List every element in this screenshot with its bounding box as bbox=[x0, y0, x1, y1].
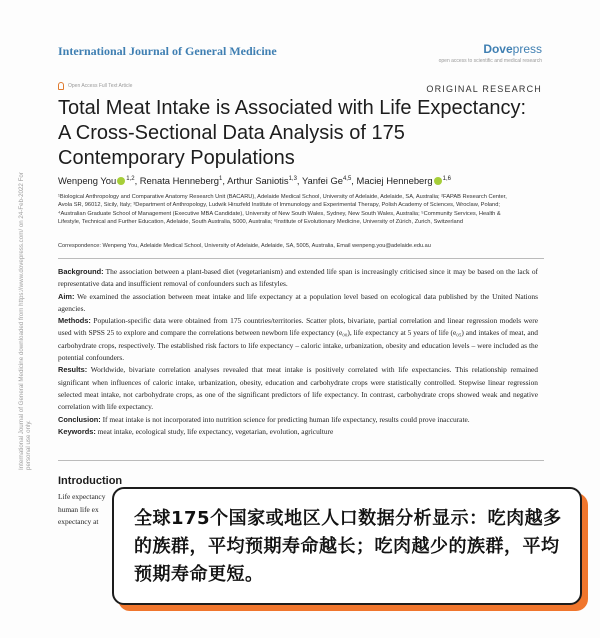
author-name: Wenpeng You bbox=[58, 175, 117, 186]
author-list: Wenpeng You $^{1,2}$, Renata Henneberg$^1$, Arthur Saniotis$^{1,3}$, Yanfei Ge$^{4,5}$, Maciej Henneberg $^{1,6}$ bbox=[58, 175, 451, 186]
author-name: Arthur Saniotis bbox=[227, 175, 289, 186]
abstract-text: Population-specific data were obtained from 175 countries/territories. Scatter plots, bivariate, partial correlation and linear regression models were used with SPSS 25 to explore and compare the correlations between newborn life expectancy (e₀₀), life expectancy at 5 years of life (e₀₅) and intakes of meat, and carbohydrate crops, respectively. The established risk factors to life expectancy – caloric intake, urbanization, obesity and education levels – were included as the potential confounders. bbox=[58, 316, 538, 363]
author-name: Renata Henneberg bbox=[139, 175, 220, 186]
abstract-label: Methods: bbox=[58, 316, 91, 326]
abstract-text: We examined the association between meat intake and life expectancy at a population level based on ecological data published by the United Nations agencies. bbox=[58, 291, 538, 313]
introduction-line: human life ex bbox=[58, 504, 99, 514]
open-access-lock-icon bbox=[58, 82, 64, 90]
download-side-note: International Journal of General Medicine downloaded from https://www.dovepress.com/ on 24-Feb-2022 For personal use only. bbox=[18, 172, 32, 470]
abstract-methods bbox=[58, 315, 538, 364]
abstract bbox=[58, 266, 538, 438]
journal-title: International Journal of General Medicine bbox=[58, 44, 277, 58]
author-affiliation-ref: 1,6 bbox=[442, 175, 451, 182]
introduction-line: Life expectancy bbox=[58, 492, 106, 501]
publisher-tagline: open access to scientific and medical research bbox=[438, 58, 542, 64]
abstract-label: Keywords: bbox=[58, 426, 96, 436]
author-affiliation-ref: 1 bbox=[219, 175, 223, 182]
author-affiliation-ref: 1,2 bbox=[126, 175, 135, 182]
orcid-icon[interactable] bbox=[117, 177, 125, 185]
abstract-text: The association between a plant-based diet (vegetarianism) and extended life span is increasingly criticised since it may be based on the lack of representative data and insufficient removal of confounders such as lifestyles. bbox=[58, 267, 538, 289]
article-type: ORIGINAL RESEARCH bbox=[426, 84, 542, 94]
abstract-background bbox=[58, 266, 538, 291]
publisher-logo bbox=[439, 42, 542, 64]
publisher-brand bbox=[439, 42, 542, 56]
abstract-text: Worldwide, bivariate correlation analyses revealed that meat intake is positively correlated with life expectancies. This relationship remained significant when influences of caloric intake, urbanization, obesity, education and carbohydrate crops were statistically controlled. Stepwise linear regression selected meat intake, not carbohydrate crops, as one of the significant predictors of life expectancy. In contrast, carbohydrate crops showed weak and negative correlation with life expectancy. bbox=[58, 365, 539, 412]
abstract-label: Aim: bbox=[58, 291, 75, 301]
abstract-aim bbox=[58, 291, 538, 316]
author-name: Maciej Henneberg bbox=[356, 175, 433, 186]
caption-text: 全球175个国家或地区人口数据分析显示：吃肉越多的族群，平均预期寿命越长；吃肉越少的族群，平均预期寿命更短。 bbox=[134, 508, 562, 585]
divider bbox=[58, 460, 544, 461]
article-title: Total Meat Intake is Associated with Life Expectancy: A Cross-Sectional Data Analysis of 175 Contemporary Populations bbox=[58, 97, 527, 169]
abstract-keywords bbox=[58, 426, 538, 438]
author-name: Yanfei Ge bbox=[301, 175, 343, 186]
divider bbox=[58, 258, 544, 259]
abstract-conclusion bbox=[58, 414, 538, 426]
correspondence: Correspondence: Wenpeng You, Adelaide Medical School, University of Adelaide, Adelaide, SA, 5005, Australia, Email wenpeng.you@adelaide.edu.au bbox=[58, 243, 431, 249]
open-access-label: Open Access Full Text Article bbox=[68, 83, 133, 89]
affiliations: ¹Biological Anthropology and Comparative Anatomy Research Unit (BACARU), Adelaide Medical School, University of Adelaide, Adelaide, SA, Australia; ²FAPAB Research Center, Avola SR, 96012, Sicily, Italy; ³Department of Anthropology, Ludwik Hirszfeld Institute of Immunology and Experimental Therapy, Polish Academy of Sciences, Wroclaw, Poland; ⁴Australian Graduate School of Management (Executive MBA Candidate), University of New South Wales, Sydney, New South Wales, Australia; ⁵Community Services, Health & Lifestyle, Technical and Further Education, Adelaide, South Australia, 5000, Australia; ⁶Institute of Evolutionary Medicine, University of Zürich, Zurich, Switzerland bbox=[58, 194, 507, 225]
open-access-line bbox=[58, 82, 132, 90]
abstract-text: If meat intake is not incorporated into nutrition science for predicting human life expectancy, results could prove inaccurate. bbox=[102, 414, 470, 424]
introduction-line: expectancy at bbox=[58, 517, 99, 526]
orcid-icon[interactable] bbox=[434, 177, 442, 185]
author-affiliation-ref: 4,5 bbox=[342, 175, 352, 182]
abstract-text: meat intake, ecological study, life expectancy, vegetarian, evolution, agriculture bbox=[97, 426, 334, 436]
abstract-label: Conclusion: bbox=[58, 414, 101, 424]
abstract-results bbox=[58, 364, 538, 413]
abstract-label: Background: bbox=[58, 267, 104, 276]
abstract-label: Results: bbox=[58, 365, 88, 375]
caption-box bbox=[112, 487, 582, 605]
introduction-heading: Introduction bbox=[58, 475, 123, 487]
publisher-name-light: press bbox=[512, 42, 542, 56]
author-affiliation-ref: 1,3 bbox=[288, 175, 297, 182]
publisher-name-bold: Dove bbox=[483, 42, 513, 56]
